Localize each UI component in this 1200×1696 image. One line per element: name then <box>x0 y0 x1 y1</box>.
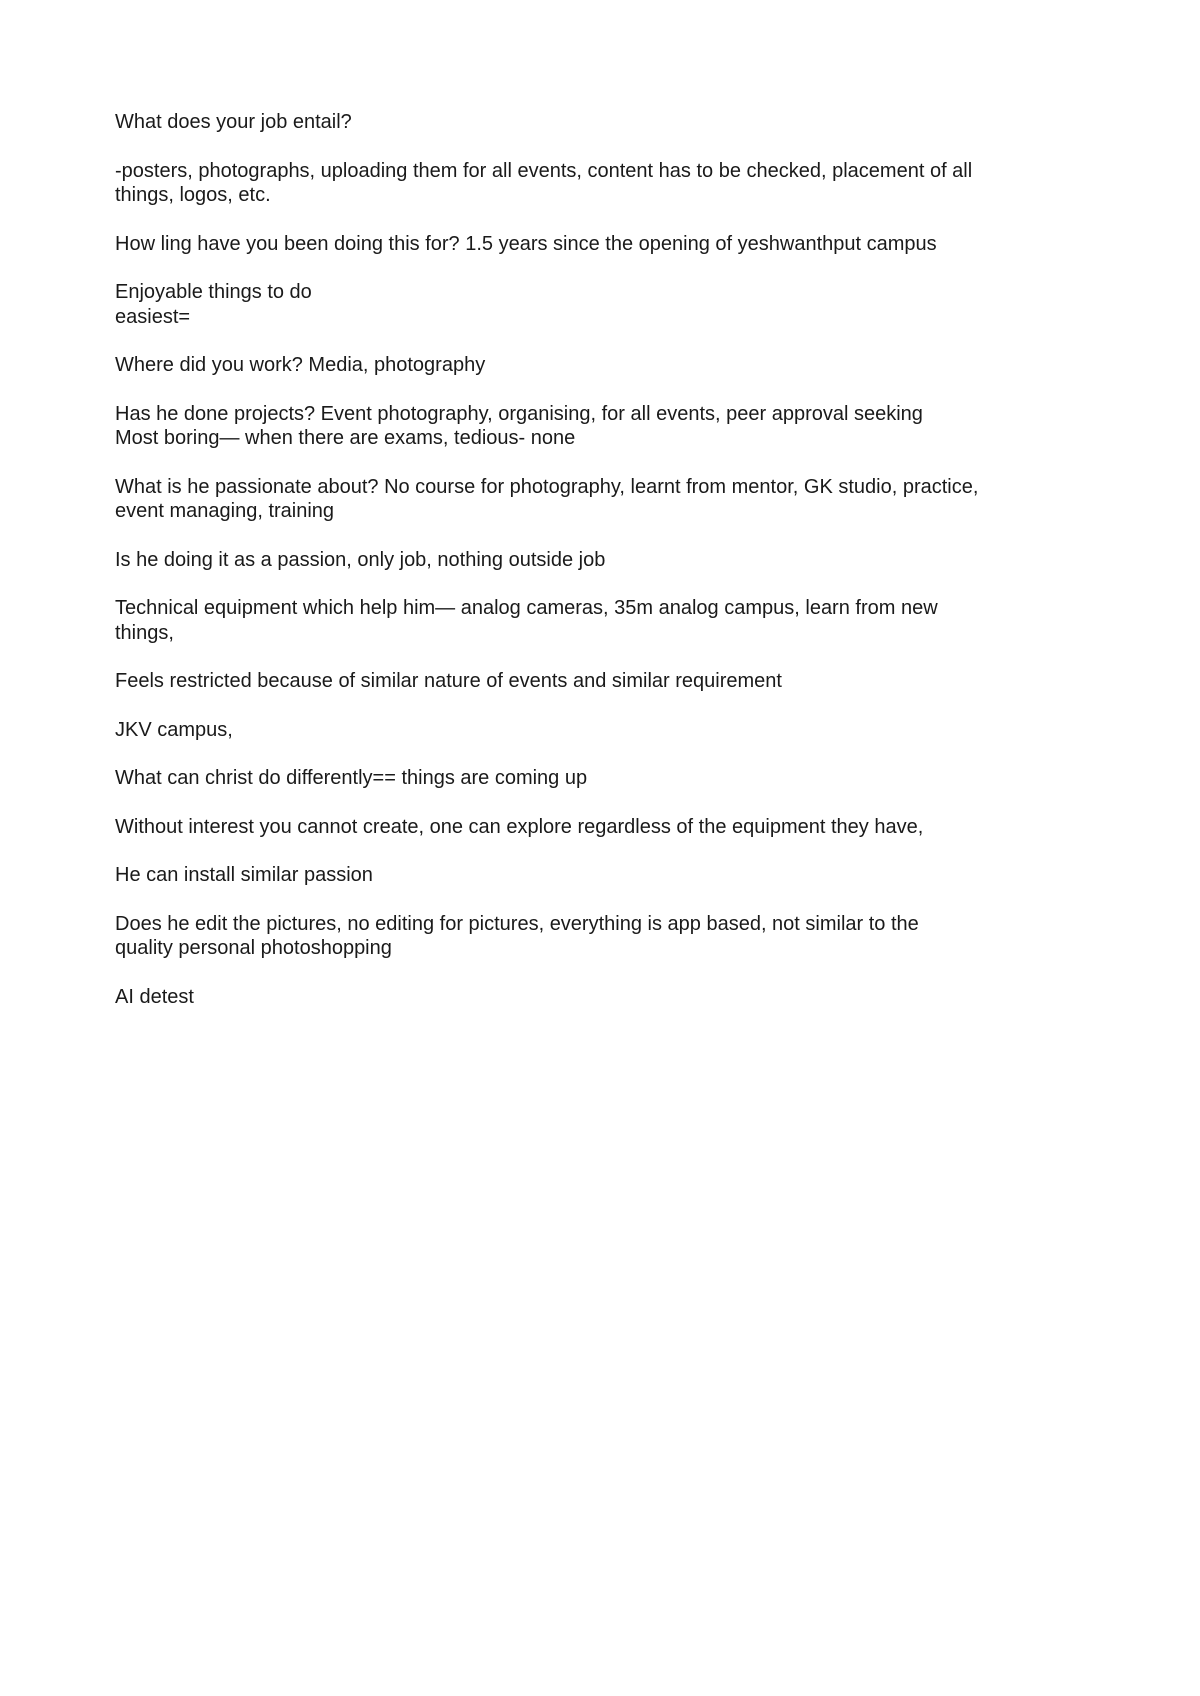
paragraph-restricted: Feels restricted because of similar nature of events and similar requirement <box>115 670 782 692</box>
paragraph-work-place: Where did you work? Media, photography <box>115 354 486 376</box>
paragraph-editing: Does he edit the pictures, no editing for pictures, everything is app based, not similar to the quality personal photoshopping <box>115 912 919 959</box>
paragraph-passion: What is he passionate about? No course for photography, learnt from mentor, GK studio, practice, event managing, training <box>115 475 979 522</box>
paragraph-equipment: Technical equipment which help him— analog cameras, 35m analog campus, learn from new things, <box>115 597 938 644</box>
paragraph-install-passion: He can install similar passion <box>115 864 373 886</box>
paragraph-passion-or-job: Is he doing it as a passion, only job, nothing outside job <box>115 548 606 571</box>
paragraph-duration: How ling have you been doing this for? 1.5 years since the opening of yeshwanthput campus <box>115 232 937 255</box>
paragraph-campus: JKV campus, <box>115 718 233 741</box>
paragraph-ai: AI detest <box>115 985 194 1008</box>
paragraph-enjoyable: Enjoyable things to do easiest= <box>115 281 312 328</box>
paragraph-job-answer: -posters, photographs, uploading them for all events, content has to be checked, placement of all things, logos, etc. <box>115 159 973 206</box>
paragraph-job-question: What does your job entail? <box>115 111 352 133</box>
paragraph-differently: What can christ do differently== things are coming up <box>115 767 588 789</box>
paragraph-projects: Has he done projects? Event photography, organising, for all events, peer approval seeking Most boring— when there are exams, tedious- none <box>115 402 923 449</box>
paragraph-interest: Without interest you cannot create, one can explore regardless of the equipment they have, <box>115 815 924 838</box>
